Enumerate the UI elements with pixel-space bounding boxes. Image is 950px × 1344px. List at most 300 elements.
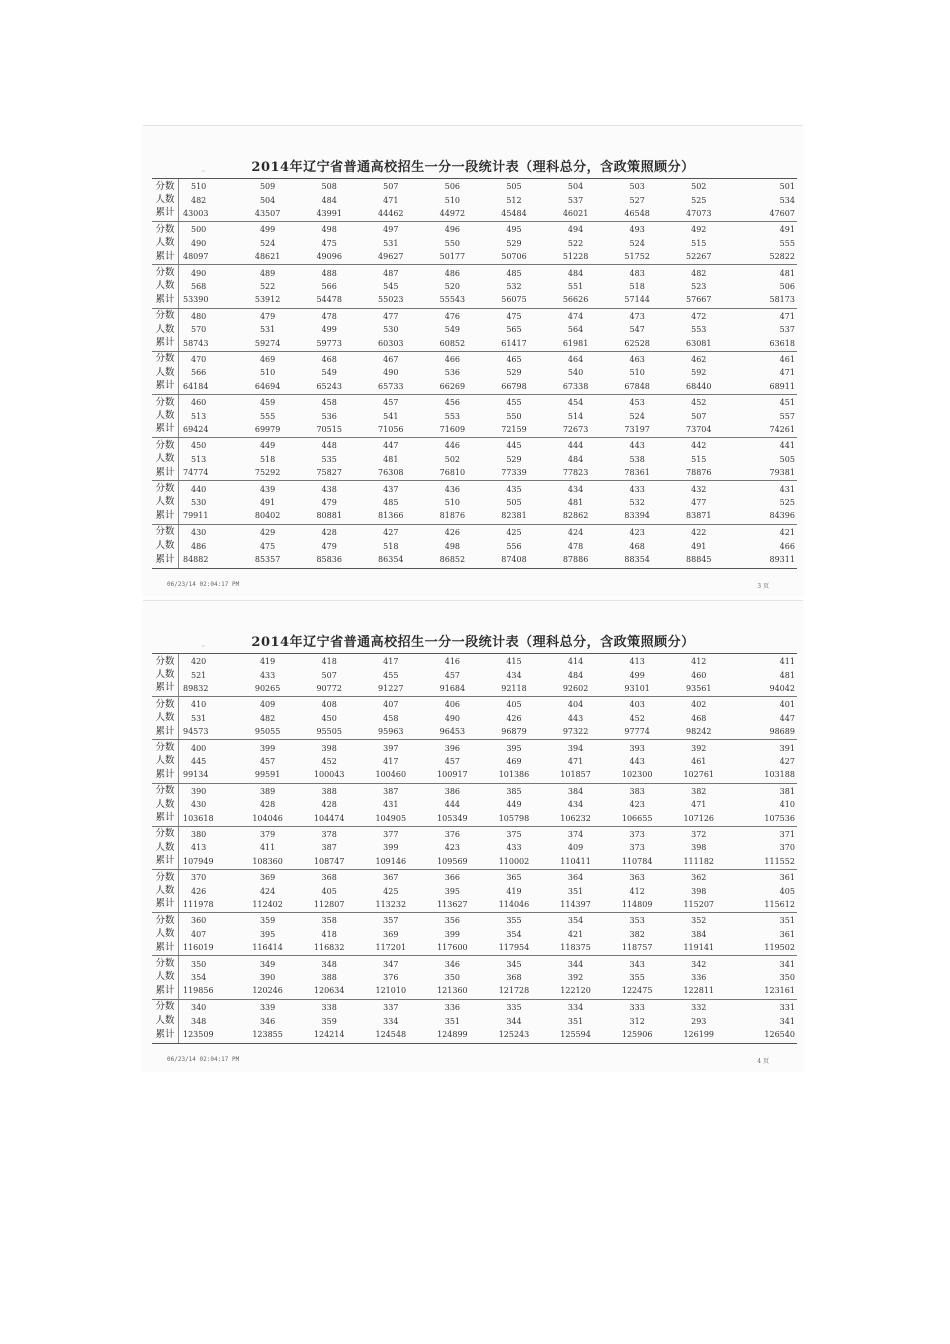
cumulative-value: 108360	[252, 856, 283, 866]
score-value: 331	[779, 1002, 795, 1012]
table-cell	[179, 395, 241, 437]
cumulative-value: 120246	[252, 986, 283, 996]
count-value: 351	[444, 1016, 461, 1026]
table-cell	[364, 438, 426, 480]
score-value: 379	[259, 829, 276, 839]
cumulative-value: 98689	[769, 727, 795, 737]
table-cell	[425, 395, 487, 437]
count-value: 536	[444, 368, 461, 378]
count-value: 376	[383, 972, 399, 982]
score-value: 402	[691, 700, 707, 710]
count-value: 538	[629, 454, 645, 464]
cumulative-value: 66269	[439, 381, 466, 391]
score-value: 416	[444, 657, 461, 667]
count-value: 491	[259, 497, 276, 507]
cumulative-value: 120634	[313, 986, 345, 996]
table-cell	[549, 784, 611, 826]
cumulative-value: 104905	[375, 813, 407, 823]
cumulative-value: 75292	[254, 468, 281, 478]
count-label: 人数	[155, 841, 175, 853]
table-cell	[425, 525, 487, 568]
table-cell	[241, 1000, 303, 1043]
table-cell	[302, 784, 364, 826]
table-cell	[241, 309, 303, 351]
table-cell	[364, 784, 426, 826]
count-value: 346	[259, 1016, 276, 1026]
cumulative-value: 77823	[562, 468, 589, 478]
cumulative-value: 49627	[378, 252, 404, 262]
score-value: 419	[259, 657, 276, 667]
cumulative-value: 101857	[560, 770, 591, 780]
cumulative-value: 97774	[624, 727, 650, 737]
cumulative-value: 79911	[183, 511, 209, 521]
count-value: 392	[567, 972, 584, 982]
cumulative-value: 121728	[498, 986, 530, 996]
table-cell	[672, 956, 734, 998]
score-value: 412	[691, 657, 707, 667]
table-cell	[302, 913, 364, 955]
score-value: 401	[779, 700, 795, 710]
count-value: 532	[506, 281, 522, 291]
count-value: 444	[444, 800, 461, 810]
cumulative-value: 126199	[683, 1030, 715, 1040]
table-cell	[610, 956, 672, 998]
table-cell	[549, 265, 611, 307]
document-page-4	[143, 600, 803, 1071]
score-value: 445	[506, 441, 522, 451]
table-block	[152, 827, 797, 870]
score-value: 337	[383, 1002, 399, 1012]
score-value: 465	[506, 354, 522, 364]
score-value: 432	[691, 484, 707, 494]
count-value: 535	[321, 454, 337, 464]
table-cell	[487, 654, 549, 696]
count-value: 382	[629, 929, 645, 939]
count-value: 514	[567, 411, 584, 421]
cumulative-value: 65243	[316, 381, 342, 391]
cumulative-value: 110784	[621, 856, 653, 866]
cumulative-value: 117600	[437, 943, 468, 953]
score-value: 365	[506, 873, 522, 883]
score-value: 338	[321, 1002, 337, 1012]
score-value: 390	[191, 786, 207, 796]
count-value: 475	[321, 238, 337, 248]
cumulative-value: 116019	[183, 943, 214, 953]
count-value: 426	[191, 886, 207, 896]
score-value: 403	[629, 700, 645, 710]
cumulative-value: 89311	[769, 555, 795, 565]
score-table	[152, 653, 797, 1044]
count-value: 350	[779, 972, 795, 982]
count-value: 504	[259, 195, 276, 205]
table-cell	[302, 870, 364, 912]
count-value: 527	[629, 195, 645, 205]
count-value: 434	[506, 670, 522, 680]
count-value: 481	[567, 497, 584, 507]
cumulative-label: 累计	[155, 380, 175, 392]
table-cell	[364, 1000, 426, 1043]
score-value: 480	[191, 311, 207, 321]
cumulative-value: 124548	[375, 1030, 407, 1040]
cumulative-value: 52267	[686, 252, 712, 262]
count-value: 421	[567, 929, 584, 939]
score-value: 343	[629, 959, 645, 969]
score-value: 409	[259, 700, 276, 710]
count-value: 568	[191, 281, 207, 291]
cumulative-value: 78876	[686, 468, 712, 478]
cumulative-label: 累计	[155, 682, 175, 694]
score-value: 384	[567, 786, 584, 796]
score-value: 491	[779, 225, 795, 235]
table-cell	[549, 179, 611, 221]
score-value: 485	[506, 268, 522, 278]
table-cell	[241, 956, 303, 998]
count-value: 532	[629, 497, 645, 507]
score-value: 449	[259, 441, 276, 451]
count-value: 418	[321, 929, 337, 939]
cumulative-value: 94573	[183, 727, 209, 737]
table-cell	[487, 481, 549, 523]
cumulative-value: 85836	[316, 555, 342, 565]
row-labels	[152, 481, 179, 523]
score-value: 439	[259, 484, 276, 494]
count-value: 556	[506, 541, 522, 551]
cumulative-label: 累计	[155, 250, 175, 262]
count-value: 466	[779, 541, 795, 551]
table-cell	[179, 870, 241, 912]
score-label: 分数	[155, 655, 175, 667]
count-value: 373	[629, 843, 645, 853]
table-cell	[179, 438, 241, 480]
cumulative-value: 111182	[683, 856, 715, 866]
table-cell	[425, 438, 487, 480]
cumulative-value: 71056	[378, 424, 404, 434]
cumulative-value: 117954	[498, 943, 530, 953]
score-value: 479	[259, 311, 276, 321]
score-label: 分数	[155, 785, 175, 797]
score-value: 367	[383, 873, 399, 883]
row-labels	[152, 265, 179, 307]
table-cell	[733, 784, 797, 826]
table-cell	[364, 654, 426, 696]
score-value: 454	[567, 398, 584, 408]
score-value: 425	[506, 527, 522, 537]
table-cell	[610, 740, 672, 782]
count-value: 468	[629, 541, 645, 551]
cumulative-value: 50706	[501, 252, 527, 262]
table-cell	[549, 352, 611, 394]
page-title: 2014年辽宁省普通高校招生一分一段统计表（理科总分，含政策照顾分）	[251, 160, 695, 175]
table-cell	[672, 525, 734, 568]
score-value: 489	[259, 268, 276, 278]
score-value: 423	[629, 527, 645, 537]
cumulative-value: 113627	[437, 899, 468, 909]
count-label: 人数	[155, 712, 175, 724]
cumulative-value: 90265	[254, 683, 281, 693]
score-value: 383	[629, 786, 645, 796]
table-cell	[487, 222, 549, 264]
score-value: 381	[779, 786, 795, 796]
score-label: 分数	[155, 828, 175, 840]
table-cell	[179, 740, 241, 782]
score-value: 376	[444, 829, 461, 839]
cumulative-value: 105349	[437, 813, 468, 823]
score-value: 424	[567, 527, 584, 537]
score-value: 400	[191, 743, 207, 753]
cumulative-label: 累计	[155, 1028, 175, 1040]
score-value: 339	[259, 1002, 276, 1012]
score-value: 399	[259, 743, 276, 753]
table-cell	[179, 654, 241, 696]
table-cell	[425, 870, 487, 912]
score-value: 466	[444, 354, 461, 364]
table-cell	[364, 265, 426, 307]
count-value: 570	[191, 325, 207, 335]
count-value: 479	[321, 497, 337, 507]
count-value: 387	[321, 843, 337, 853]
count-value: 455	[383, 670, 399, 680]
score-value: 505	[506, 182, 522, 192]
count-value: 458	[383, 713, 399, 723]
score-value: 369	[259, 873, 276, 883]
table-cell	[425, 827, 487, 869]
score-value: 506	[444, 182, 461, 192]
cumulative-value: 63618	[769, 338, 795, 348]
score-value: 404	[567, 700, 584, 710]
table-cell	[733, 913, 797, 955]
table-cell	[487, 525, 549, 568]
table-cell	[425, 654, 487, 696]
cumulative-value: 83871	[686, 511, 712, 521]
table-cell	[610, 395, 672, 437]
table-cell	[241, 654, 303, 696]
cumulative-value: 100460	[375, 770, 407, 780]
score-label: 分数	[155, 871, 175, 883]
cumulative-value: 102761	[683, 770, 715, 780]
score-value: 385	[506, 786, 522, 796]
score-value: 462	[691, 354, 707, 364]
score-value: 420	[191, 657, 207, 667]
table-cell	[610, 827, 672, 869]
table-cell	[241, 352, 303, 394]
count-value: 419	[506, 886, 522, 896]
cumulative-value: 95055	[254, 727, 281, 737]
count-value: 565	[506, 325, 522, 335]
table-cell	[487, 395, 549, 437]
count-value: 566	[321, 281, 337, 291]
table-cell	[487, 309, 549, 351]
cumulative-value: 87886	[562, 555, 589, 565]
cumulative-value: 111978	[183, 899, 214, 909]
table-cell	[733, 740, 797, 782]
score-value: 492	[691, 225, 707, 235]
score-value: 357	[383, 916, 399, 926]
row-labels	[152, 784, 179, 826]
count-value: 359	[321, 1016, 337, 1026]
count-value: 354	[506, 929, 522, 939]
score-value: 341	[779, 959, 795, 969]
score-label: 分数	[155, 180, 175, 192]
count-value: 553	[691, 325, 707, 335]
cumulative-value: 104046	[252, 813, 283, 823]
cumulative-value: 124214	[313, 1030, 345, 1040]
score-value: 375	[506, 829, 522, 839]
table-cell	[364, 870, 426, 912]
cumulative-value: 76810	[439, 468, 466, 478]
score-value: 356	[444, 916, 461, 926]
table-cell	[302, 481, 364, 523]
count-value: 537	[567, 195, 584, 205]
score-label: 分数	[155, 439, 175, 451]
table-cell	[302, 438, 364, 480]
count-value: 555	[259, 411, 276, 421]
table-cell	[549, 870, 611, 912]
cumulative-label: 累计	[155, 768, 175, 780]
score-value: 456	[444, 398, 461, 408]
count-value: 564	[567, 325, 584, 335]
cumulative-value: 98242	[686, 727, 712, 737]
score-value: 447	[383, 441, 399, 451]
cumulative-value: 70515	[316, 424, 342, 434]
cumulative-value: 123161	[764, 986, 795, 996]
cumulative-value: 68911	[769, 381, 795, 391]
score-value: 335	[506, 1002, 522, 1012]
count-value: 443	[629, 756, 645, 766]
cumulative-value: 95963	[378, 727, 404, 737]
cumulative-value: 99591	[254, 770, 281, 780]
score-label: 分数	[155, 483, 175, 494]
count-label: 人数	[155, 366, 175, 378]
count-value: 424	[259, 886, 276, 896]
cumulative-value: 68440	[686, 381, 712, 391]
score-table	[152, 178, 797, 569]
count-value: 534	[779, 195, 795, 205]
count-value: 351	[567, 886, 584, 896]
count-value: 452	[321, 756, 337, 766]
count-value: 490	[191, 238, 207, 248]
cumulative-value: 87408	[501, 555, 527, 565]
cumulative-value: 121360	[437, 986, 468, 996]
cumulative-label: 累计	[155, 898, 175, 910]
table-cell	[672, 1000, 734, 1043]
count-value: 551	[567, 281, 584, 291]
count-value: 407	[191, 929, 207, 939]
table-cell	[425, 309, 487, 351]
count-value: 409	[567, 843, 584, 853]
table-cell	[179, 913, 241, 955]
score-value: 392	[691, 743, 707, 753]
table-cell	[610, 697, 672, 739]
count-label: 人数	[155, 280, 175, 292]
score-value: 396	[444, 743, 461, 753]
score-value: 382	[691, 786, 707, 796]
cumulative-value: 52822	[769, 252, 795, 262]
table-cell	[487, 697, 549, 739]
table-cell	[425, 265, 487, 307]
table-cell	[672, 740, 734, 782]
score-label: 分数	[155, 267, 175, 279]
count-value: 477	[691, 497, 707, 507]
cumulative-value: 73197	[624, 424, 650, 434]
cumulative-value: 53390	[183, 295, 209, 305]
table-cell	[179, 956, 241, 998]
table-cell	[672, 179, 734, 221]
score-value: 495	[506, 225, 522, 235]
row-labels	[152, 654, 179, 696]
table-block	[152, 265, 797, 308]
count-value: 344	[506, 1016, 522, 1026]
table-cell	[364, 913, 426, 955]
print-timestamp: 06/23/14 02:04:17 PM	[167, 1056, 240, 1063]
score-value: 351	[779, 916, 795, 926]
count-value: 507	[321, 670, 337, 680]
cumulative-value: 50177	[439, 252, 466, 262]
score-value: 374	[567, 829, 584, 839]
table-block	[152, 913, 797, 956]
page-title: 2014年辽宁省普通高校招生一分一段统计表（理科总分，含政策照顾分）	[251, 635, 695, 650]
cumulative-label: 累计	[155, 941, 175, 953]
count-value: 481	[383, 454, 399, 464]
count-value: 490	[444, 713, 461, 723]
table-cell	[610, 870, 672, 912]
score-label: 分数	[155, 396, 175, 408]
score-value: 478	[321, 311, 337, 321]
row-labels	[152, 827, 179, 869]
score-value: 366	[444, 873, 461, 883]
table-cell	[610, 654, 672, 696]
table-cell	[610, 438, 672, 480]
count-value: 512	[506, 195, 522, 205]
score-value: 345	[506, 959, 522, 969]
score-value: 498	[321, 225, 337, 235]
table-cell	[733, 352, 797, 394]
table-cell	[672, 438, 734, 480]
score-value: 352	[691, 916, 707, 926]
cumulative-value: 55023	[378, 295, 404, 305]
count-value: 293	[691, 1016, 707, 1026]
count-value: 390	[259, 972, 276, 982]
count-value: 425	[383, 886, 399, 896]
table-block	[152, 438, 797, 481]
score-value: 388	[321, 786, 337, 796]
cumulative-value: 105798	[498, 813, 530, 823]
score-value: 455	[506, 398, 522, 408]
cumulative-value: 109146	[375, 856, 407, 866]
table-cell	[549, 697, 611, 739]
score-value: 438	[321, 484, 337, 494]
score-value: 451	[779, 398, 795, 408]
count-value: 484	[567, 670, 584, 680]
cumulative-value: 43991	[316, 208, 342, 218]
count-value: 336	[691, 972, 707, 982]
score-value: 332	[691, 1002, 707, 1012]
count-value: 395	[444, 886, 461, 896]
table-cell	[302, 956, 364, 998]
score-value: 496	[444, 225, 461, 235]
table-cell	[302, 697, 364, 739]
table-block	[152, 222, 797, 265]
table-cell	[302, 309, 364, 351]
count-value: 518	[629, 281, 645, 291]
score-value: 429	[259, 527, 276, 537]
score-value: 448	[321, 441, 337, 451]
score-value: 427	[383, 527, 399, 537]
cumulative-value: 125594	[560, 1030, 591, 1040]
table-block	[152, 740, 797, 783]
score-value: 504	[567, 182, 584, 192]
cumulative-value: 84396	[769, 511, 795, 521]
table-cell	[364, 956, 426, 998]
